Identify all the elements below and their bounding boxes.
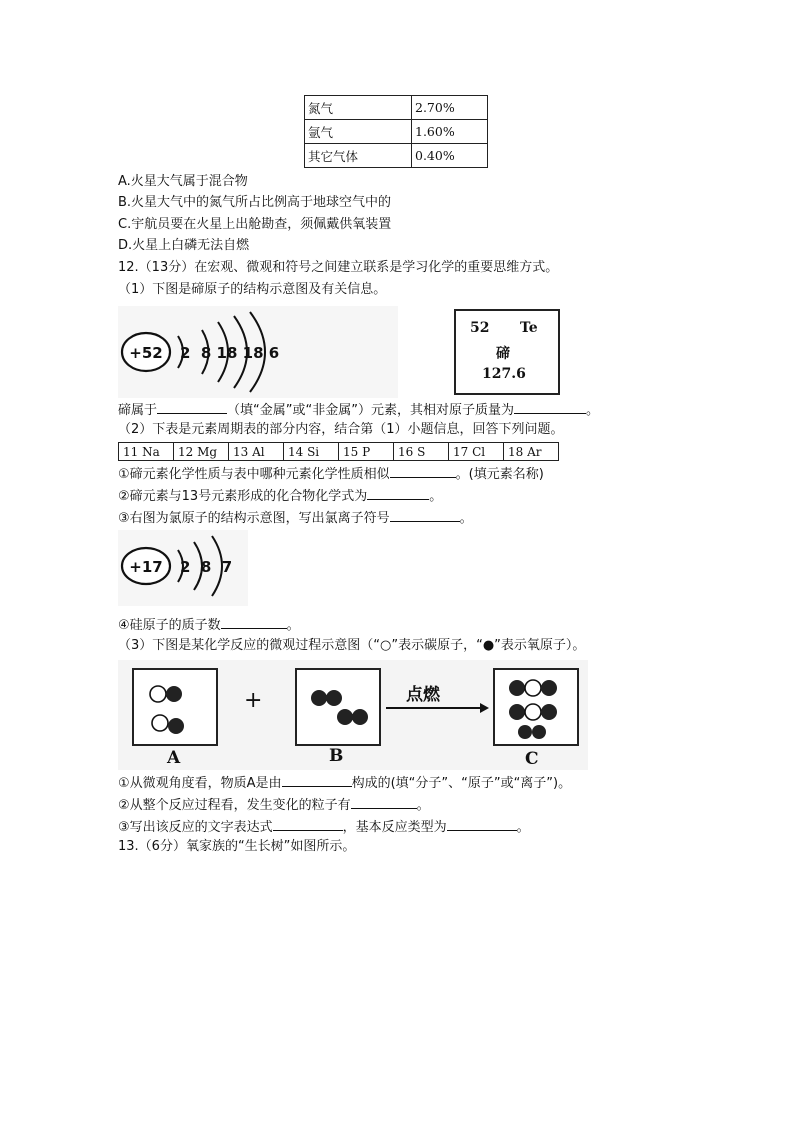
gas-name: 氮气 <box>305 96 412 120</box>
cl-shell-electrons: 2 8 7 <box>180 558 233 576</box>
q12-sub-3: ③右图为氯原子的结构示意图，写出氯离子符号 。 <box>118 508 473 528</box>
q12-fill-1: 碲属于 （填“金属”或“非金属”）元素，其相对原子质量为 。 <box>118 400 599 420</box>
answer-blank[interactable] <box>514 400 586 414</box>
q12-part2: （2）下表是元素周期表的部分内容，结合第（1）小题信息，回答下列问题。 <box>118 422 564 437</box>
chlorine-atom-diagram <box>118 530 248 606</box>
gas-name: 氩气 <box>305 120 412 144</box>
arrow-head <box>480 703 489 713</box>
element-cell: 15 P <box>339 443 394 461</box>
answer-blank[interactable] <box>282 773 352 787</box>
tellurium-element-tile <box>454 309 560 395</box>
answer-blank[interactable] <box>390 508 460 522</box>
option-b: B.火星大气中的氮气所占比例高于地球空气中的 <box>118 195 392 210</box>
oxygen-atom <box>541 704 557 720</box>
q12-r2: ②从整个反应过程看，发生变化的粒子有 。 <box>118 795 430 815</box>
oxygen-atom <box>518 725 532 739</box>
oxygen-atom <box>509 680 525 696</box>
element-cell: 13 Al <box>229 443 284 461</box>
q12-r3: ③写出该反应的文字表达式 ，基本反应类型为 。 <box>118 817 530 837</box>
molecules-b <box>297 670 379 744</box>
cl-nucleus-charge: +17 <box>129 558 163 576</box>
oxygen-atom <box>352 709 368 725</box>
oxygen-atom <box>532 725 546 739</box>
element-cell: 12 Mg <box>174 443 229 461</box>
answer-blank[interactable] <box>221 615 287 629</box>
gas-value: 2.70% <box>412 96 488 120</box>
te-shell-electrons: 2 8 18 18 6 <box>180 344 280 362</box>
oxygen-atom <box>337 709 353 725</box>
molecules-c <box>495 670 577 744</box>
tellurium-atom-diagram <box>118 306 398 398</box>
oxygen-atom <box>541 680 557 696</box>
table-row <box>305 120 488 144</box>
q12-part3: （3）下图是某化学反应的微观过程示意图（“○”表示碳原子，“●”表示氧原子）。 <box>118 638 586 653</box>
label-c: C <box>525 749 539 769</box>
element-cell: 16 S <box>394 443 449 461</box>
molecules-a <box>134 670 216 744</box>
gas-value: 1.60% <box>412 120 488 144</box>
q12-part1: （1）下图是碲原子的结构示意图及有关信息。 <box>118 282 387 297</box>
element-name: 碲 <box>496 346 510 362</box>
plus-sign: + <box>244 688 263 713</box>
answer-blank[interactable] <box>367 486 429 500</box>
atomic-mass: 127.6 <box>482 366 526 382</box>
box-c <box>493 668 579 746</box>
oxygen-atom <box>166 686 182 702</box>
table-row <box>119 443 559 461</box>
carbon-atom <box>525 704 541 720</box>
option-a: A.火星大气属于混合物 <box>118 174 248 189</box>
gas-name: 其它气体 <box>305 144 412 168</box>
oxygen-atom <box>509 704 525 720</box>
atomic-number: 52 <box>470 320 490 336</box>
table-row <box>305 144 488 168</box>
q12-r1: ①从微观角度看，物质A是由 构成的(填“分子”、“原子”或“离子”)。 <box>118 773 571 793</box>
box-b <box>295 668 381 746</box>
option-d: D.火星上白磷无法自燃 <box>118 238 250 253</box>
element-cell: 14 Si <box>284 443 339 461</box>
oxygen-atom <box>326 690 342 706</box>
te-nucleus-charge: +52 <box>129 344 163 362</box>
gas-composition-table <box>304 95 488 168</box>
q12-sub-2: ②碲元素与13号元素形成的化合物化学式为 。 <box>118 486 442 506</box>
answer-blank[interactable] <box>351 795 417 809</box>
carbon-atom <box>152 715 168 731</box>
answer-blank[interactable] <box>447 817 517 831</box>
element-cell: 17 Cl <box>449 443 504 461</box>
oxygen-atom <box>311 690 327 706</box>
answer-blank[interactable] <box>273 817 343 831</box>
carbon-atom <box>525 680 541 696</box>
q12-sub-1: ①碲元素化学性质与表中哪种元素化学性质相似 。(填元素名称) <box>118 464 544 484</box>
element-cell: 18 Ar <box>504 443 559 461</box>
carbon-atom <box>150 686 166 702</box>
box-a <box>132 668 218 746</box>
q13-title: 13.（6分）氧家族的“生长树”如图所示。 <box>118 839 356 854</box>
option-c: C.宇航员要在火星上出舱勘查，须佩戴供氧装置 <box>118 217 392 232</box>
element-cell: 11 Na <box>119 443 174 461</box>
answer-blank[interactable] <box>390 464 456 478</box>
answer-blank[interactable] <box>157 400 227 414</box>
reaction-condition: 点燃 <box>406 685 440 705</box>
label-b: B <box>329 746 344 766</box>
q12-title: 12.（13分）在宏观、微观和符号之间建立联系是学习化学的重要思维方式。 <box>118 260 559 275</box>
q12-sub-4: ④硅原子的质子数 。 <box>118 615 300 635</box>
oxygen-atom <box>168 718 184 734</box>
element-symbol: Te <box>520 320 538 336</box>
gas-value: 0.40% <box>412 144 488 168</box>
label-a: A <box>167 748 181 768</box>
table-row <box>305 96 488 120</box>
periodic-table-row <box>118 442 559 461</box>
